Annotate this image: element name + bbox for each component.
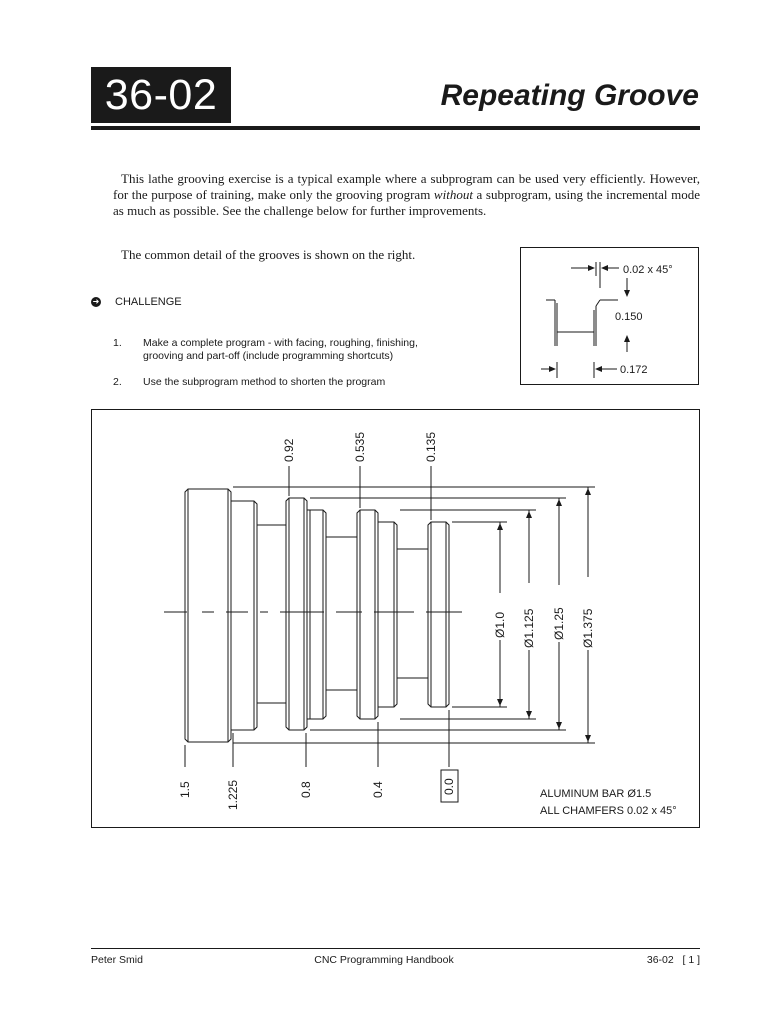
diameter-1-0: Ø1.0 [493,611,507,638]
bottom-dim-1-225: 1.225 [226,779,240,810]
challenge-item-text-cont: grooving and part-off (include programming shortcuts) [143,350,394,362]
part-drawing [91,409,700,828]
footer-page-number: 36-02 [ 1 ] [646,954,700,966]
diameter-1-125: Ø1.125 [522,608,536,648]
challenge-item-number: 1. [113,337,122,349]
top-dim-0-92: 0.92 [282,438,296,462]
challenge-item-number: 2. [113,376,122,388]
challenge-item-text: Make a complete program - with facing, roughing, finishing, [143,337,418,349]
chapter-number-badge: 36-02 [91,67,231,123]
intro-emphasis: without [433,187,473,202]
diameter-1-375: Ø1.375 [581,608,595,648]
challenge-item-1 [113,337,418,363]
note-chamfers: ALL CHAMFERS 0.02 x 45° [540,805,677,817]
title-rule [91,126,700,130]
footer-author: Peter Smid [91,954,143,966]
footer-rule [91,948,700,949]
groove-detail-svg [521,248,700,386]
challenge-label: CHALLENGE [115,296,182,308]
challenge-item-text: Use the subprogram method to shorten the program [143,376,386,388]
page-title: Repeating Groove [440,79,699,112]
part-drawing-svg [92,410,701,829]
challenge-heading [91,296,182,308]
top-dim-0-535: 0.535 [353,431,367,462]
footer-book-title: CNC Programming Handbook [314,954,454,966]
intro-text-before: This lathe grooving exercise is a typical example where a subprogram can be used very efficiently. However, for the purpose of training, make only the grooving program [113,171,700,202]
detail-chamfer-label: 0.02 x 45° [623,264,673,276]
top-dim-0-135: 0.135 [424,431,438,462]
bottom-dim-1-5: 1.5 [178,781,192,798]
intro-text-after: a subprogram, using the incremental mode as much as possible. See the challenge below for further improvements. [113,187,700,218]
groove-detail-drawing [520,247,699,385]
detail-depth-label: 0.150 [615,311,643,323]
diameter-1-25: Ø1.25 [552,607,566,640]
note-material: ALUMINUM BAR Ø1.5 [540,788,652,800]
arrow-right-icon: ➜ [92,297,100,306]
bottom-dim-0-0: 0.0 [442,778,456,795]
bottom-dim-0-4: 0.4 [371,781,385,798]
detail-width-label: 0.172 [620,364,648,376]
intro-paragraph [113,171,700,219]
common-detail-text: The common detail of the grooves is shown on the right. [121,247,416,262]
challenge-item-2 [113,376,385,389]
bottom-dim-0-8: 0.8 [299,781,313,798]
